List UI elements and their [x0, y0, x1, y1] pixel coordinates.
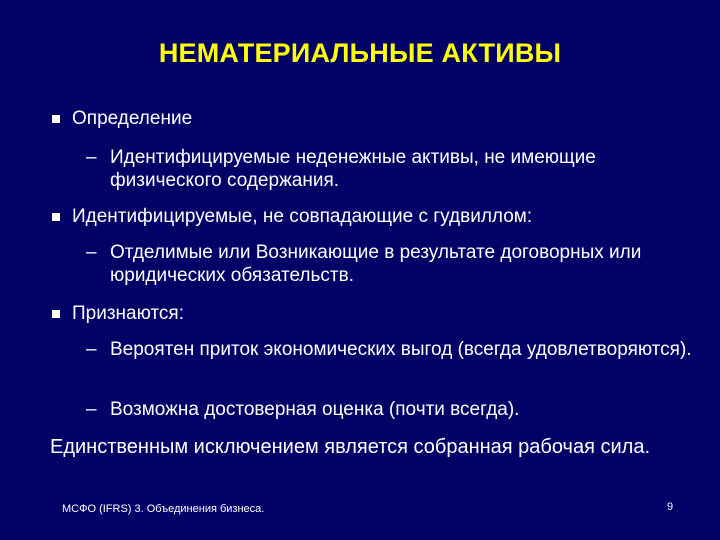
square-bullet-icon [52, 310, 60, 318]
slide-footer: МСФО (IFRS) 3. Объединения бизнеса. [62, 503, 265, 515]
dash-bullet-icon: – [86, 147, 97, 168]
bullet-text: Признаются: [72, 303, 184, 324]
sub-bullet-text: Идентифицируемые неденежные активы, не имеющие физического содержания. [110, 147, 596, 191]
square-bullet-icon [52, 213, 60, 221]
square-bullet-icon [52, 115, 60, 123]
page-number: 9 [667, 501, 674, 513]
sub-bullet-text: Вероятен приток экономических выгод (всегда удовлетворяются). [110, 339, 692, 360]
sub-bullet-text: Отделимые или Возникающие в результате договорных или юридических обязательств. [110, 242, 642, 286]
dash-bullet-icon: – [86, 242, 97, 263]
bullet-text: Идентифицируемые, не совпадающие с гудвиллом: [72, 206, 533, 227]
dash-bullet-icon: – [86, 399, 97, 420]
sub-bullet-text: Возможна достоверная оценка (почти всегда). [110, 399, 520, 420]
dash-bullet-icon: – [86, 339, 97, 360]
summary-statement: Единственным исключением является собранная рабочая сила. [50, 436, 651, 458]
bullet-text: Определение [72, 108, 193, 129]
slide-title: НЕМАТЕРИАЛЬНЫЕ АКТИВЫ [158, 38, 562, 68]
